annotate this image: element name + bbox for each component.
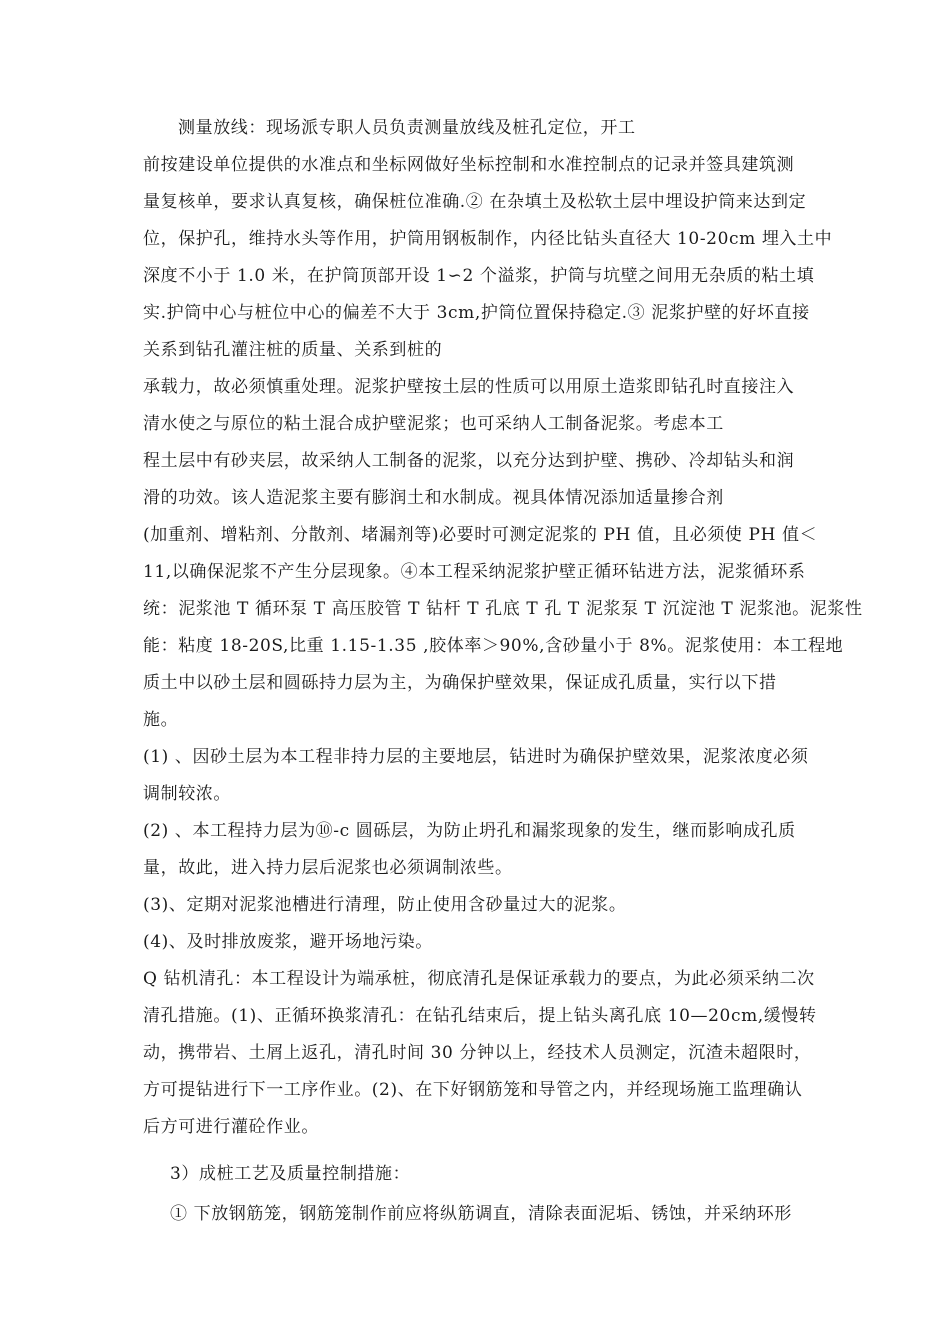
text-line: 方可提钻进行下一工序作业。(2)、在下好钢筋笼和导管之内，并经现场施工监理确认 (143, 1080, 803, 1100)
text-line: (2) 、本工程持力层为⑩-c 圆砾层，为防止坍孔和漏浆现象的发生，继而影响成孔质 (143, 821, 796, 841)
text-line: 能：粘度 18-20S,比重 1.15-1.35 ,胶体率＞90%,含砂量小于 8%。泥浆使用：本工程地 (143, 636, 844, 656)
text-line: 深度不小于 1.0 米，在护筒顶部开设 1∽2 个溢浆，护筒与坑壁之间用无杂质的粘土填 (143, 266, 815, 286)
text-line: 测量放线：现场派专职人员负责测量放线及桩孔定位，开工 (178, 118, 636, 138)
text-line: (3)、定期对泥浆池槽进行清理，防止使用含砂量过大的泥浆。 (143, 895, 627, 915)
text-line: 11,以确保泥浆不产生分层现象。④本工程采纳泥浆护壁正循环钻进方法，泥浆循环系 (143, 562, 806, 582)
text-line: 质土中以砂土层和圆砾持力层为主，为确保护壁效果，保证成孔质量，实行以下措 (143, 673, 777, 693)
text-line: 关系到钻孔灌注桩的质量、关系到桩的 (143, 340, 443, 360)
text-line: 量复核单，要求认真复核，确保桩位准确.② 在杂填土及松软土层中埋设护筒来达到定 (143, 192, 807, 212)
text-line: 后方可进行灌砼作业。 (143, 1117, 319, 1137)
text-line: 承载力，故必须慎重处理。泥浆护壁按土层的性质可以用原土造浆即钻孔时直接注入 (143, 377, 795, 397)
text-line: (1) 、因砂土层为本工程非持力层的主要地层，钻进时为确保护壁效果，泥浆浓度必须 (143, 747, 809, 767)
text-line: 统：泥浆池 T 循环泵 T 高压胶管 T 钻杆 T 孔底 T 孔 T 泥浆泵 T 沉淀池 T 泥浆池。泥浆性 (143, 599, 863, 619)
text-line: 3）成桩工艺及质量控制措施： (170, 1164, 411, 1184)
text-line: 清水使之与原位的粘土混合成护壁泥浆；也可采纳人工制备泥浆。考虑本工 (143, 414, 724, 434)
text-line: 实.护筒中心与桩位中心的偏差不大于 3cm,护筒位置保持稳定.③ 泥浆护壁的好坏直接 (143, 303, 810, 323)
text-line: 量，故此，进入持力层后泥浆也必须调制浓些。 (143, 858, 513, 878)
text-line: ① 下放钢筋笼，钢筋笼制作前应将纵筋调直，清除表面泥垢、锈蚀，并采纳环形 (170, 1204, 793, 1224)
text-line: 程土层中有砂夹层，故采纳人工制备的泥浆，以充分达到护壁、携砂、冷却钻头和润 (143, 451, 795, 471)
text-line: 滑的功效。该人造泥浆主要有膨润土和水制成。视具体情况添加适量掺合剂 (143, 488, 724, 508)
text-line: 位，保护孔，维持水头等作用，护筒用钢板制作，内径比钻头直径大 10-20cm 埋入土中 (143, 229, 833, 249)
text-line: (4)、及时排放废浆，避开场地污染。 (143, 932, 433, 952)
text-line: (加重剂、增粘剂、分散剂、堵漏剂等)必要时可测定泥浆的 PH 值，且必须使 PH 值＜ (143, 525, 818, 545)
text-line: 施。 (143, 710, 179, 730)
text-line: Q 钻机清孔：本工程设计为端承桩，彻底清孔是保证承载力的要点，为此必须采纳二次 (143, 969, 815, 989)
text-line: 清孔措施。(1)、正循环换浆清孔：在钻孔结束后，提上钻头离孔底 10—20cm,缓慢转 (143, 1006, 817, 1026)
text-line: 调制较浓。 (143, 784, 231, 804)
text-line: 前按建设单位提供的水准点和坐标网做好坐标控制和水准控制点的记录并签具建筑测 (143, 155, 795, 175)
text-line: 动，携带岩、土屑上返孔，清孔时间 30 分钟以上，经技术人员测定，沉渣未超限时， (143, 1043, 812, 1063)
